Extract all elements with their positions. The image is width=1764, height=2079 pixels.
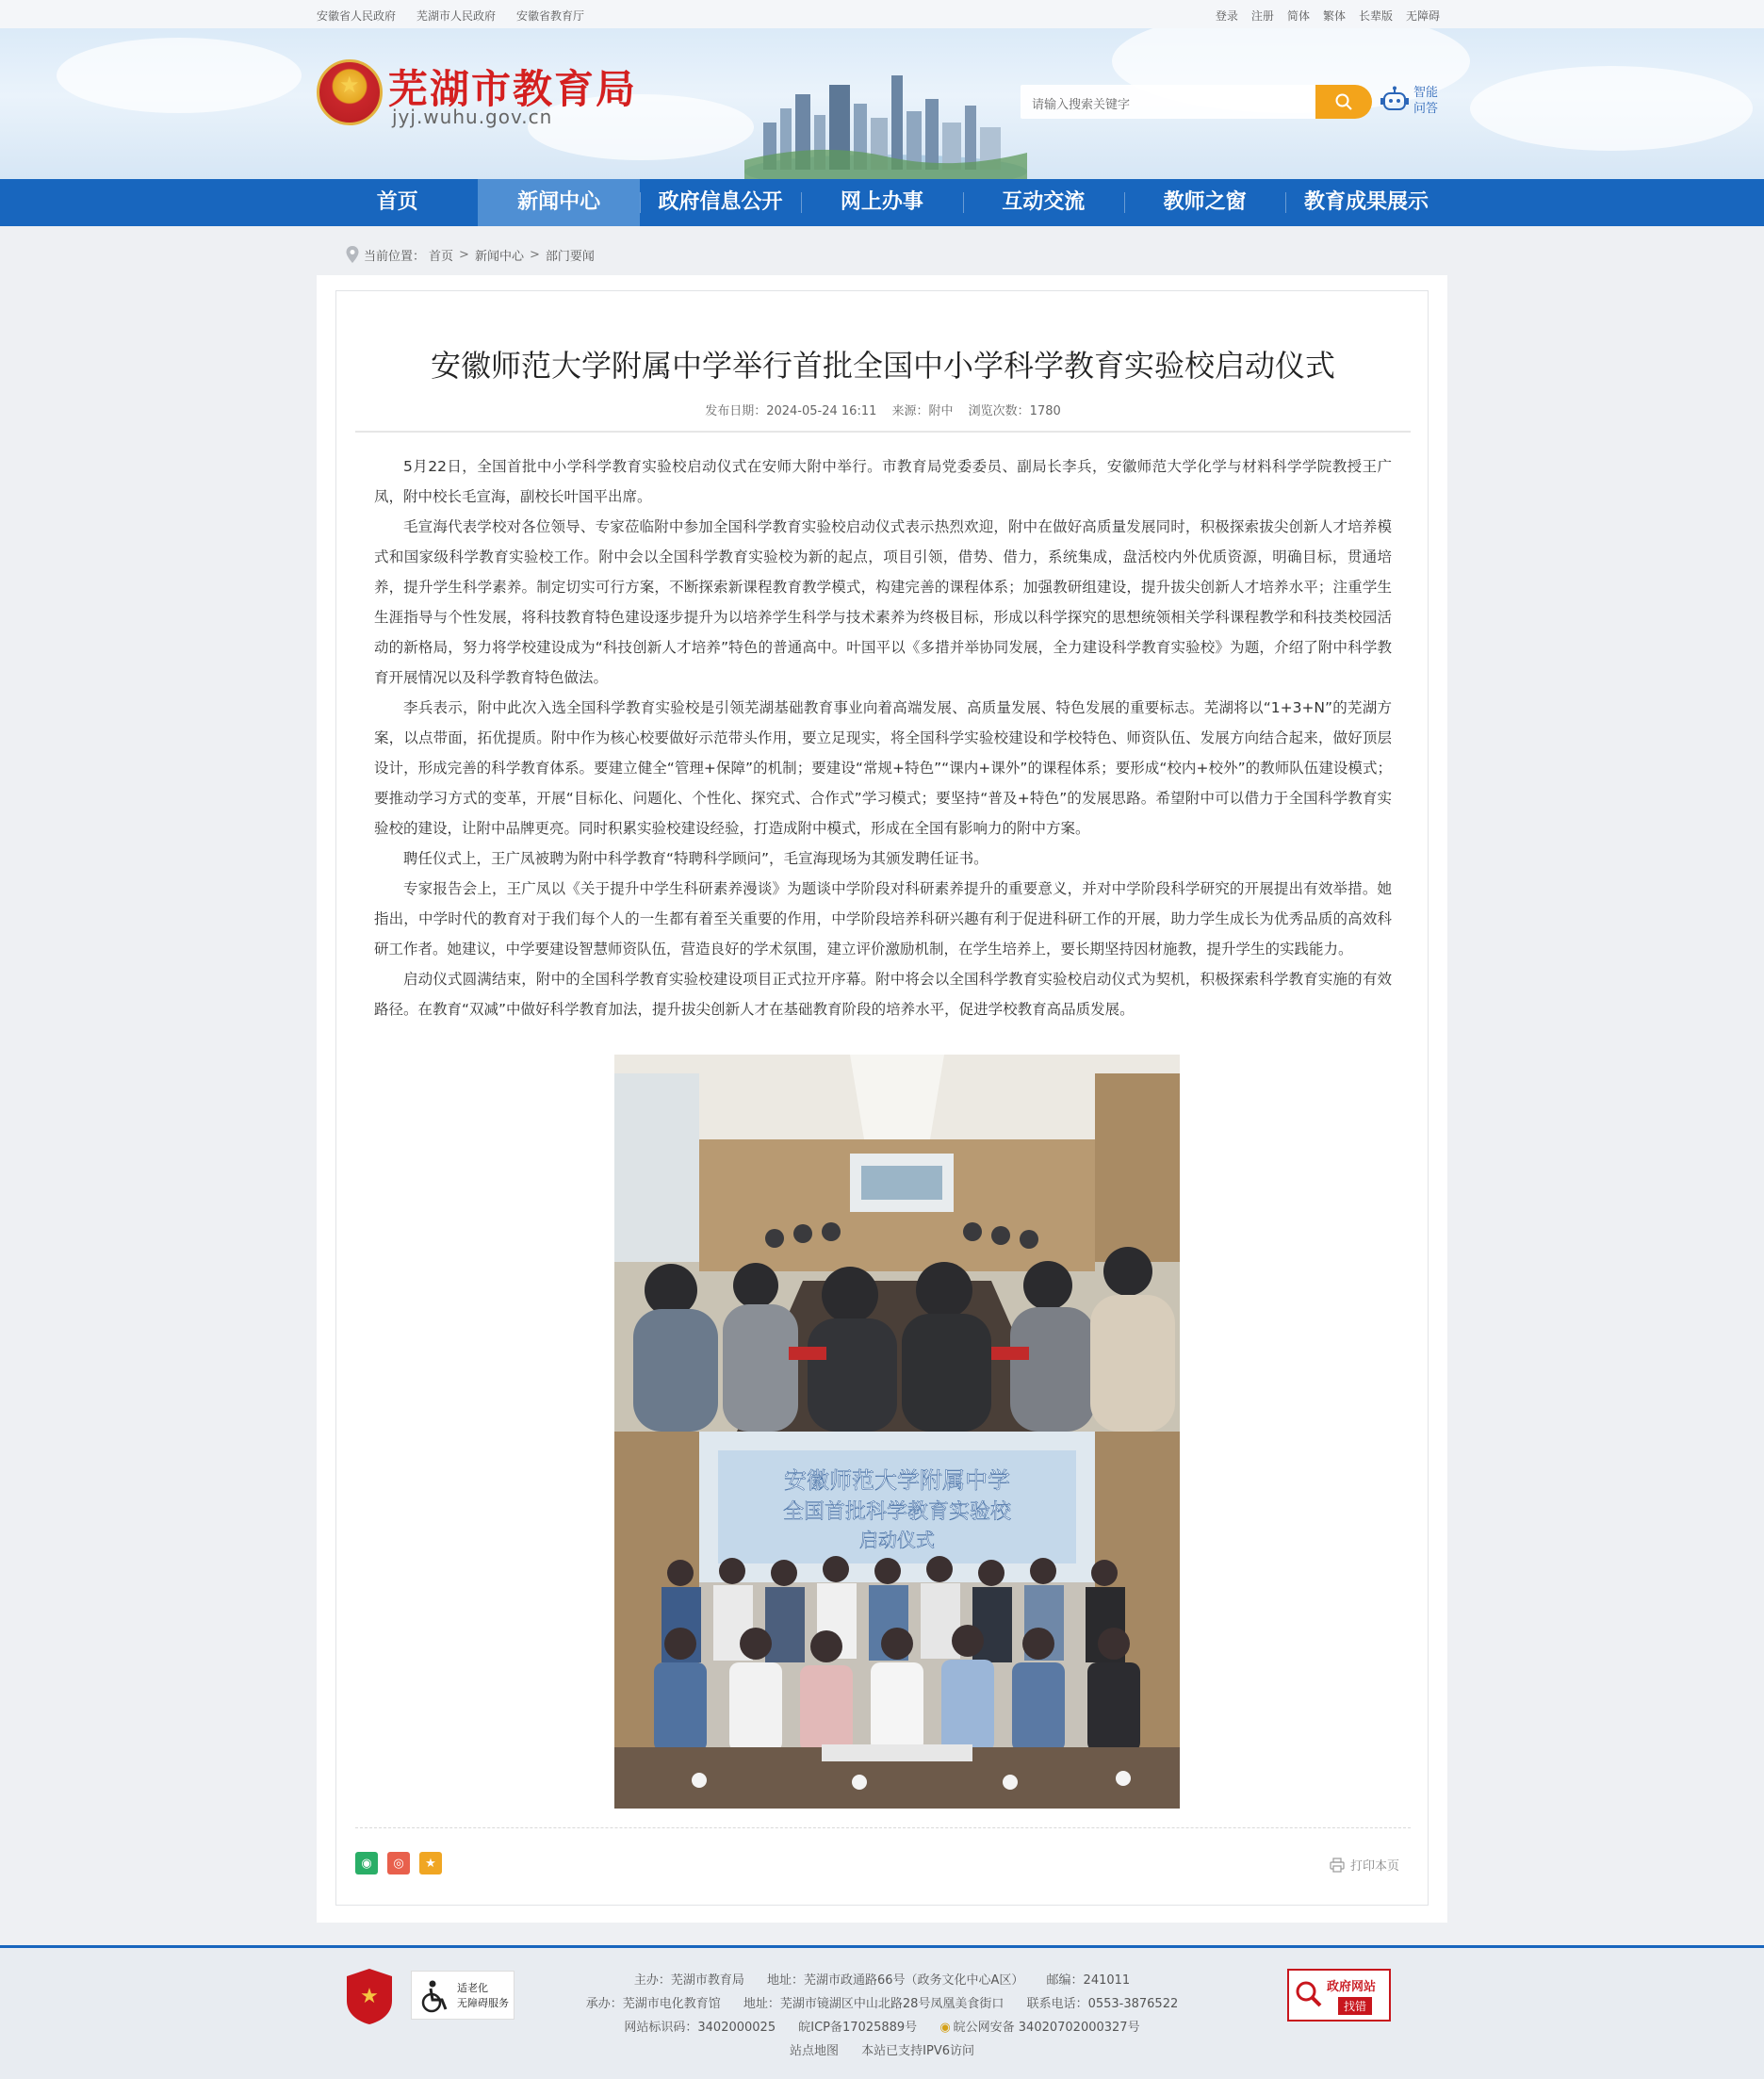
footer-police-record[interactable] bbox=[939, 2021, 1139, 2035]
accessibility-service-label: 无障碍服务 bbox=[457, 1997, 509, 2009]
article-source: 来源：附中 bbox=[891, 404, 954, 418]
breadcrumb-department-news[interactable]: 部门要闻 bbox=[545, 249, 595, 264]
print-label[interactable]: 打印本页 bbox=[1349, 1859, 1399, 1874]
paragraph: 毛宣海代表学校对各位领导、专家莅临附中参加全国科学教育实验校启动仪式表示热烈欢迎，附中在做好高质量发展同时，积极探索拔尖创新人才培养模式和国家级科学教育实验校工作。附中会以全国科学教育实验校为新的起点，项目引领，借势、借力，系统集成，盘活校内外优质资源，明确目标，贯通培养，提升学生科学素养。制定切实可行方案，不断探索新课程教育教学模式，构建完善的课程体系；加强教研组建设，提升拔尖创新人才培养水平；注重学生生涯指导与个性发展，将科技教育特色建设逐步提升为以培养学生科学与技术素养为终极目标，形成以科学探究的思想统领相关学科课程教学和科技类校园活动的新格局，努力将学校建设成为“科技创新人才培养”特色的普通高中。叶国平以《多措并举协同发展，全力建设科学教育实验校》为题，介绍了附中科学教育开展情况以及科学教育特色做法。 bbox=[374, 518, 1392, 686]
group-photo bbox=[614, 1432, 1180, 1809]
nav-news-center[interactable]: 新闻中心 bbox=[478, 179, 639, 226]
location-pin-icon bbox=[345, 245, 360, 264]
article-photos bbox=[614, 1055, 1180, 1809]
footer-police-text: 皖公网安备 34020702000327号 bbox=[953, 2021, 1140, 2035]
elder-mode-link[interactable]: 长辈版 bbox=[1358, 9, 1393, 23]
footer-sponsor: 主办：芜湖市教育局 bbox=[633, 1973, 744, 1988]
footer-address-2: 地址：芜湖市镜湖区中山北路28号凤凰美食街口 bbox=[743, 1997, 1004, 2011]
print-button[interactable] bbox=[1330, 1856, 1399, 1874]
nav-online-service[interactable]: 网上办事 bbox=[801, 179, 962, 226]
breadcrumb-separator: > bbox=[529, 247, 540, 262]
screen-text-3: 启动仪式 bbox=[859, 1529, 935, 1551]
breadcrumb-separator: > bbox=[459, 247, 469, 262]
gov-site-find-fault-badge[interactable] bbox=[1287, 1969, 1391, 2022]
nav-gov-info[interactable]: 政府信息公开 bbox=[640, 179, 801, 226]
paragraph: 专家报告会上，王广凤以《关于提升中学生科研素养漫谈》为题谈中学阶段对科研素养提升的重要意义，并对中学阶段科学研究的开展提出有效举措。她指出，中学时代的教育对于我们每个人的一生都有着至关重要的作用，中学阶段培养科研兴趣有利于促进科研工作的开展，助力学生成长为优秀品质的高效科研工作者。她建议，中学要建设智慧师资队伍，营造良好的学术氛围，建立评价激励机制，在学生培养上，要长期坚持因材施教，提升学生的实践能力。 bbox=[374, 880, 1392, 958]
login-link[interactable]: 登录 bbox=[1215, 9, 1238, 23]
footer-site-id: 网站标识码：3402000025 bbox=[624, 2021, 776, 2035]
footer-icp[interactable]: 皖ICP备17025889号 bbox=[798, 2021, 918, 2035]
site-title[interactable]: 芜湖市教育局 bbox=[388, 66, 638, 112]
search-button[interactable] bbox=[1315, 85, 1372, 119]
article-meta bbox=[336, 401, 1429, 418]
paragraph: 启动仪式圆满结束，附中的全国科学教育实验校建设项目正式拉开序幕。附中将会以全国科学教育实验校启动仪式为契机，积极探索科学教育实施的有效路径。在教育“双减”中做好科学教育加法，提升拔尖创新人才在基础教育阶段的培养水平，促进学校教育高品质发展。 bbox=[374, 971, 1392, 1018]
site-footer bbox=[0, 1945, 1764, 2079]
breadcrumb bbox=[345, 245, 595, 264]
wechat-share-icon[interactable]: ◉ bbox=[355, 1852, 378, 1874]
nav-achievements[interactable]: 教育成果展示 bbox=[1285, 179, 1446, 226]
accessibility-link[interactable]: 无障碍 bbox=[1405, 9, 1440, 23]
footer-sitemap[interactable]: 站点地图 bbox=[790, 2044, 840, 2058]
article-body bbox=[374, 451, 1392, 1024]
site-domain: jyj.wuhu.gov.cn bbox=[392, 106, 553, 128]
breadcrumb-home[interactable]: 首页 bbox=[429, 249, 454, 264]
footer-ipv6: 本站已支持IPV6访问 bbox=[861, 2044, 974, 2058]
nav-home[interactable]: 首页 bbox=[376, 190, 418, 214]
main-nav bbox=[0, 179, 1764, 226]
footer-address-1: 地址：芜湖市政通路66号（政务文化中心A区） bbox=[766, 1973, 1024, 1988]
footer-organizer: 承办：芜湖市电化教育馆 bbox=[585, 1997, 721, 2011]
content-area bbox=[317, 275, 1447, 1923]
national-emblem-icon bbox=[317, 59, 383, 125]
top-right-links bbox=[1216, 8, 1440, 24]
publish-date: 发布日期：2024-05-24 16:11 bbox=[705, 404, 877, 418]
footer-info bbox=[0, 1969, 1764, 2063]
link-wuhu-gov[interactable]: 芜湖市人民政府 bbox=[416, 9, 497, 23]
search-input[interactable]: 请输入搜索关键字 bbox=[1021, 85, 1315, 119]
screen-text-2: 全国首批科学教育实验校 bbox=[782, 1500, 1012, 1524]
footer-postcode: 邮编：241011 bbox=[1046, 1973, 1131, 1988]
robot-assistant-icon[interactable] bbox=[1380, 85, 1410, 115]
paragraph: 聘任仪式上，王广凤被聘为附中科学教育“特聘科学顾问”，毛宣海现场为其颁发聘任证书。 bbox=[403, 850, 988, 867]
svg-text:★: ★ bbox=[360, 1985, 379, 2008]
top-left-links bbox=[317, 8, 584, 24]
search-icon bbox=[1334, 92, 1353, 111]
traditional-link[interactable]: 繁体 bbox=[1322, 9, 1346, 23]
site-header bbox=[0, 28, 1764, 179]
printer-icon bbox=[1330, 1858, 1345, 1873]
paragraph: 李兵表示，附中此次入选全国科学教育实验校是引领芜湖基础教育事业向着高端发展、高质量发展、特色发展的重要标志。芜湖将以“1+3+N”的芜湖方案，以点带面，拓优提质。附中作为核心校要做好示范带头作用，要立足现实，将全国科学实验校建设和学校特色、师资队伍、发展方向结合起来，做好顶层设计，形成完善的科学教育体系。要建立健全“管理+保障”的机制；要建设“常规+特色”“课内+课外”的课程体系；要形成“校内+校外”的教师队伍建设模式；要推动学习方式的变革，开展“目标化、问题化、个性化、探究式、合作式”学习模式；要坚持“普及+特色”的发展思路。希望附中可以借力于全国科学教育实验校的建设，让附中品牌更亮。同时积累实验校建设经验，打造成附中模式，形成在全国有影响力的附中方案。 bbox=[374, 699, 1392, 837]
breadcrumb-news[interactable]: 新闻中心 bbox=[474, 249, 524, 264]
link-anhui-gov[interactable]: 安徽省人民政府 bbox=[317, 9, 397, 23]
paragraph: 5月22日，全国首批中小学科学教育实验校启动仪式在安师大附中举行。市教育局党委委员、副局长李兵，安徽师范大学化学与材料科学学院教授王广凤，附中校长毛宣海，副校长叶国平出席。 bbox=[374, 458, 1392, 505]
meeting-photo bbox=[614, 1055, 1180, 1432]
article-title: 安徽师范大学附属中学举行首批全国中小学科学教育实验校启动仪式 bbox=[430, 348, 1335, 384]
favorite-star-icon[interactable]: ★ bbox=[419, 1852, 442, 1874]
footer-divider bbox=[355, 1827, 1411, 1828]
nav-teachers[interactable]: 教师之窗 bbox=[1124, 179, 1285, 226]
police-badge-icon: ◉ bbox=[939, 2021, 951, 2035]
screen-text-1: 安徽师范大学附属中学 bbox=[784, 1467, 1010, 1494]
article bbox=[335, 290, 1429, 1906]
register-link[interactable]: 注册 bbox=[1250, 9, 1274, 23]
age-friendly-label: 适老化 bbox=[457, 1982, 488, 1994]
findfault-label: 找错 bbox=[1338, 1997, 1372, 2015]
breadcrumb-prefix: 当前位置： bbox=[364, 249, 426, 264]
findfault-title: 政府网站 bbox=[1327, 1980, 1377, 1994]
city-skyline-icon bbox=[744, 66, 1027, 179]
magnifier-icon bbox=[1295, 1980, 1323, 2008]
link-anhui-edu[interactable]: 安徽省教育厅 bbox=[516, 9, 585, 23]
title-divider bbox=[355, 431, 1411, 433]
simplified-link[interactable]: 简体 bbox=[1286, 9, 1310, 23]
nav-interaction[interactable]: 互动交流 bbox=[963, 179, 1124, 226]
view-count: 浏览次数：1780 bbox=[968, 404, 1061, 418]
weibo-share-icon[interactable]: ◎ bbox=[387, 1852, 410, 1874]
assistant-label[interactable]: 智能问答 bbox=[1413, 86, 1439, 116]
top-strip bbox=[0, 0, 1764, 28]
share-buttons bbox=[355, 1852, 442, 1874]
footer-phone: 联系电话：0553-3876522 bbox=[1026, 1997, 1179, 2011]
